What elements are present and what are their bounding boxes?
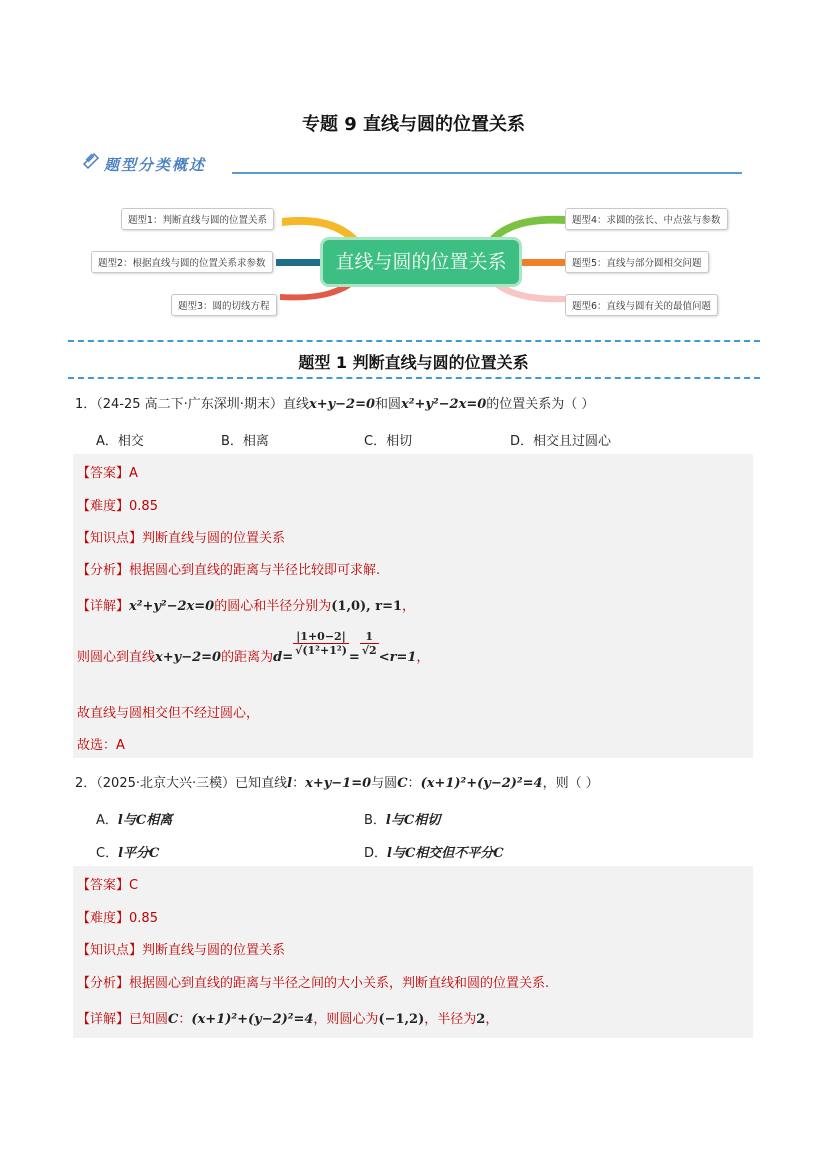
q2-option-c: C．l平分C (96, 846, 160, 861)
q2-answer-box (73, 866, 753, 1038)
type-title: 题型 1 判断直线与圆的位置关系 (298, 353, 529, 372)
q2-analysis: 【分析】根据圆心到直线的距离与半径之间的大小关系，判断直线和圆的位置关系. (77, 976, 550, 991)
q2-option-d: D．l与C相交但不平分C (364, 846, 504, 861)
q1-analysis: 【分析】根据圆心到直线的距离与半径比较即可求解. (77, 563, 381, 578)
q1-difficulty: 【难度】0.85 (77, 499, 158, 514)
mindmap-node-type6: 题型6：直线与圆有关的最值问题 (565, 294, 718, 316)
q1-detail-4: 故选：A (77, 738, 125, 753)
q1-knowledge-point: 【知识点】判断直线与圆的位置关系 (77, 531, 286, 546)
section-label: 题型分类概述 (104, 156, 207, 174)
mindmap-node-type1: 题型1：判断直线与圆的位置关系 (121, 208, 274, 230)
mindmap (0, 0, 827, 330)
q2-answer: 【答案】C (77, 878, 139, 893)
q1-option-c: C．相切 (364, 434, 413, 449)
question-2-stem: 2．（2025·北京大兴·三模）已知直线l：x+y−1=0与圆C：(x+1)²+(y−2)²=4，则（ ） (75, 776, 599, 791)
q2-option-a: A．l与C相离 (96, 813, 173, 828)
mindmap-node-type3: 题型3：圆的切线方程 (171, 294, 277, 316)
q1-detail-1: 【详解】x²+y²−2x=0的圆心和半径分别为(1,0), r=1， (77, 599, 416, 614)
q2-option-b: B．l与C相切 (364, 813, 441, 828)
divider-top (68, 340, 760, 342)
q1-detail-3: 故直线与圆相交但不经过圆心， (77, 706, 260, 721)
q1-answer-box (73, 454, 753, 758)
page-title: 专题 9 直线与圆的位置关系 (301, 114, 526, 135)
mindmap-node-type5: 题型5：直线与部分圆相交问题 (565, 251, 709, 273)
q2-difficulty: 【难度】0.85 (77, 911, 158, 926)
distance-fraction: $\frac{|1+0-2|}{\text{√(1²+1²)}}$ (295, 630, 347, 657)
q1-option-b: B．相离 (221, 434, 269, 449)
question-1-stem: 1．（24-25 高二下·广东深圳·期末）直线x+y−2=0和圆x²+y²−2x=0的位置关系为（ ） (75, 397, 595, 412)
q1-option-d: D．相交且过圆心 (510, 434, 612, 449)
q2-detail-1: 【详解】已知圆C：(x+1)²+(y−2)²=4，则圆心为(−1,2)，半径为2， (77, 1012, 499, 1027)
divider-bottom (68, 377, 760, 379)
mindmap-node-type2: 题型2：根据直线与圆的位置关系求参数 (91, 251, 273, 273)
q1-answer: 【答案】A (77, 466, 138, 481)
result-fraction: $\frac{1}{√2}$ (361, 630, 377, 657)
mindmap-node-type4: 题型4：求圆的弦长、中点弦与参数 (565, 208, 728, 230)
mindmap-center: 直线与圆的位置关系 (323, 240, 519, 284)
q2-knowledge-point: 【知识点】判断直线与圆的位置关系 (77, 943, 286, 958)
q1-detail-2: 则圆心到直线x+y−2=0的距离为d= $\frac{|1+0-2|}{\text{√(1²+1²)}}$ = $\frac{1}{√2}$ <r=1， (77, 630, 430, 665)
q1-option-a: A．相交 (96, 434, 144, 449)
